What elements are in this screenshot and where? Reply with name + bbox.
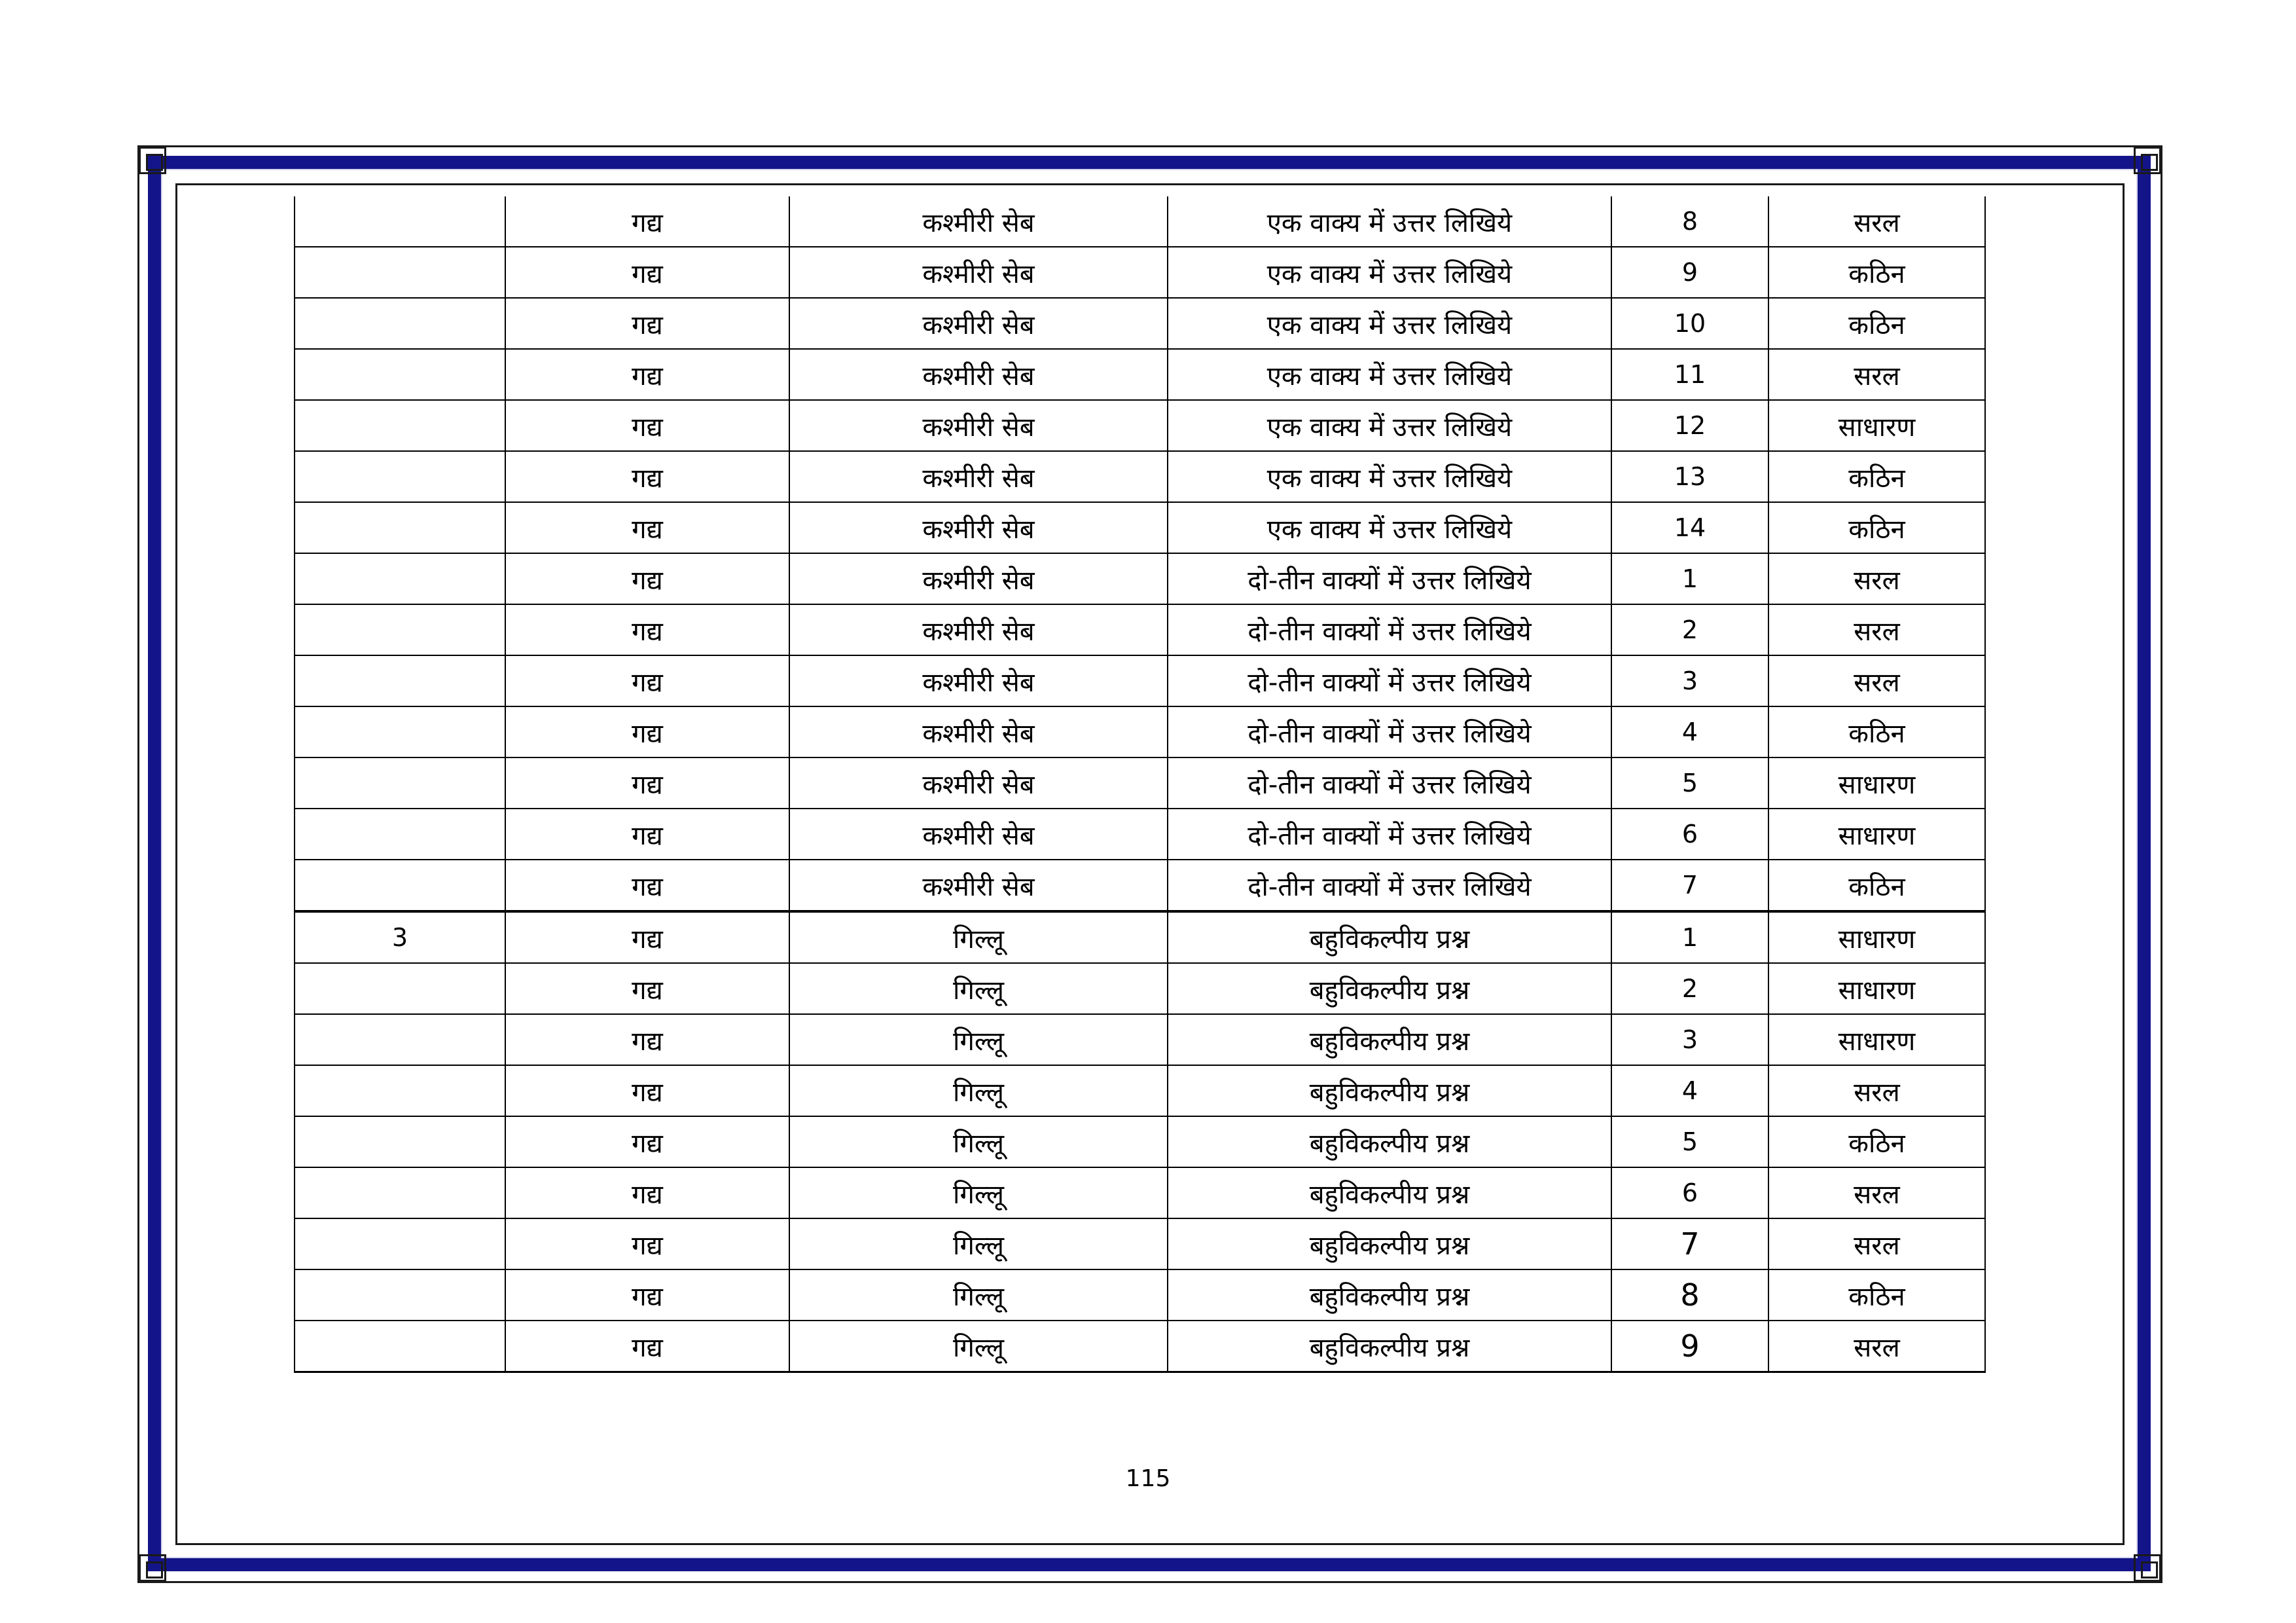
cell-question-type: एक वाक्य में उत्तर लिखिये	[1168, 502, 1611, 553]
table-row	[295, 1218, 1985, 1269]
cell-difficulty: सरल	[1768, 1218, 1985, 1269]
cell-serial	[295, 604, 505, 655]
table-row	[295, 604, 1985, 655]
corner-ornament	[2134, 147, 2161, 174]
cell-question-type: एक वाक्य में उत्तर लिखिये	[1168, 247, 1611, 298]
cell-lesson: कश्मीरी सेब	[789, 553, 1168, 604]
cell-lesson: कश्मीरी सेब	[789, 655, 1168, 706]
cell-lesson: गिल्लू	[789, 1321, 1168, 1372]
cell-serial	[295, 757, 505, 809]
cell-question-type: बहुविकल्पीय प्रश्न	[1168, 1167, 1611, 1218]
cell-question-type: एक वाक्य में उत्तर लिखिये	[1168, 400, 1611, 451]
cell-section: गद्य	[505, 1269, 789, 1321]
cell-question-type: दो-तीन वाक्यों में उत्तर लिखिये	[1168, 655, 1611, 706]
cell-question-no: 10	[1611, 298, 1768, 349]
cell-lesson: गिल्लू	[789, 1065, 1168, 1116]
cell-question-no: 3	[1611, 655, 1768, 706]
cell-question-type: बहुविकल्पीय प्रश्न	[1168, 911, 1611, 963]
cell-section: गद्य	[505, 963, 789, 1014]
table-row	[295, 196, 1985, 247]
cell-question-no: 1	[1611, 553, 1768, 604]
cell-difficulty: कठिन	[1768, 247, 1985, 298]
cell-lesson: गिल्लू	[789, 911, 1168, 963]
cell-question-no: 6	[1611, 809, 1768, 860]
cell-section: गद्य	[505, 1167, 789, 1218]
cell-question-no: 4	[1611, 706, 1768, 757]
cell-difficulty: सरल	[1768, 553, 1985, 604]
cell-lesson: कश्मीरी सेब	[789, 349, 1168, 400]
cell-serial	[295, 553, 505, 604]
table-row	[295, 247, 1985, 298]
cell-section: गद्य	[505, 655, 789, 706]
cell-section: गद्य	[505, 757, 789, 809]
table-row	[295, 1014, 1985, 1065]
cell-difficulty: कठिन	[1768, 1269, 1985, 1321]
cell-question-no: 7	[1611, 860, 1768, 911]
cell-section: गद्य	[505, 298, 789, 349]
cell-lesson: गिल्लू	[789, 1167, 1168, 1218]
cell-section: गद्य	[505, 1065, 789, 1116]
corner-ornament	[139, 147, 166, 174]
cell-question-type: बहुविकल्पीय प्रश्न	[1168, 1321, 1611, 1372]
cell-section: गद्य	[505, 196, 789, 247]
cell-serial	[295, 451, 505, 502]
table-row	[295, 860, 1985, 911]
cell-question-type: बहुविकल्पीय प्रश्न	[1168, 1269, 1611, 1321]
cell-section: गद्य	[505, 809, 789, 860]
cell-serial	[295, 655, 505, 706]
table-row	[295, 451, 1985, 502]
cell-question-no: 8	[1611, 196, 1768, 247]
cell-section: गद्य	[505, 1014, 789, 1065]
cell-section: गद्य	[505, 860, 789, 911]
cell-serial	[295, 963, 505, 1014]
cell-section: गद्य	[505, 451, 789, 502]
cell-question-no: 2	[1611, 963, 1768, 1014]
cell-question-no: 1	[1611, 911, 1768, 963]
table-row	[295, 911, 1985, 963]
cell-lesson: कश्मीरी सेब	[789, 757, 1168, 809]
cell-difficulty: सरल	[1768, 349, 1985, 400]
cell-question-type: दो-तीन वाक्यों में उत्तर लिखिये	[1168, 706, 1611, 757]
cell-difficulty: साधारण	[1768, 809, 1985, 860]
cell-serial	[295, 1065, 505, 1116]
table-row	[295, 1321, 1985, 1372]
cell-difficulty: सरल	[1768, 1065, 1985, 1116]
cell-difficulty: सरल	[1768, 655, 1985, 706]
cell-difficulty: कठिन	[1768, 298, 1985, 349]
cell-lesson: गिल्लू	[789, 1218, 1168, 1269]
cell-question-type: दो-तीन वाक्यों में उत्तर लिखिये	[1168, 604, 1611, 655]
cell-serial	[295, 706, 505, 757]
cell-question-no: 8	[1611, 1269, 1768, 1321]
cell-difficulty: कठिन	[1768, 1116, 1985, 1167]
cell-section: गद्य	[505, 1218, 789, 1269]
table-row	[295, 655, 1985, 706]
table-row	[295, 1269, 1985, 1321]
cell-difficulty: साधारण	[1768, 963, 1985, 1014]
cell-section: गद्य	[505, 911, 789, 963]
cell-serial	[295, 1014, 505, 1065]
cell-question-no: 5	[1611, 1116, 1768, 1167]
cell-section: गद्य	[505, 553, 789, 604]
cell-question-no: 12	[1611, 400, 1768, 451]
cell-section: गद्य	[505, 706, 789, 757]
cell-question-type: दो-तीन वाक्यों में उत्तर लिखिये	[1168, 757, 1611, 809]
cell-lesson: कश्मीरी सेब	[789, 604, 1168, 655]
cell-lesson: कश्मीरी सेब	[789, 809, 1168, 860]
cell-question-type: एक वाक्य में उत्तर लिखिये	[1168, 298, 1611, 349]
cell-question-type: दो-तीन वाक्यों में उत्तर लिखिये	[1168, 809, 1611, 860]
table-row	[295, 757, 1985, 809]
cell-question-type: दो-तीन वाक्यों में उत्तर लिखिये	[1168, 860, 1611, 911]
cell-section: गद्य	[505, 247, 789, 298]
page-number: 115	[1125, 1465, 1171, 1492]
cell-lesson: कश्मीरी सेब	[789, 247, 1168, 298]
cell-section: गद्य	[505, 1116, 789, 1167]
corner-ornament	[139, 1554, 166, 1582]
cell-serial	[295, 196, 505, 247]
cell-section: गद्य	[505, 349, 789, 400]
cell-serial	[295, 247, 505, 298]
cell-serial	[295, 1218, 505, 1269]
table-row	[295, 809, 1985, 860]
cell-question-no: 9	[1611, 247, 1768, 298]
cell-serial	[295, 400, 505, 451]
cell-question-type: एक वाक्य में उत्तर लिखिये	[1168, 196, 1611, 247]
cell-question-type: एक वाक्य में उत्तर लिखिये	[1168, 451, 1611, 502]
table-row	[295, 1065, 1985, 1116]
table-row	[295, 1167, 1985, 1218]
cell-lesson: कश्मीरी सेब	[789, 298, 1168, 349]
table-row	[295, 1116, 1985, 1167]
cell-question-no: 7	[1611, 1218, 1768, 1269]
cell-lesson: गिल्लू	[789, 1269, 1168, 1321]
cell-question-no: 9	[1611, 1321, 1768, 1372]
cell-difficulty: साधारण	[1768, 757, 1985, 809]
cell-question-no: 11	[1611, 349, 1768, 400]
question-table	[294, 196, 1986, 1373]
cell-question-type: बहुविकल्पीय प्रश्न	[1168, 1014, 1611, 1065]
cell-section: गद्य	[505, 1321, 789, 1372]
cell-lesson: कश्मीरी सेब	[789, 860, 1168, 911]
table-row	[295, 963, 1985, 1014]
table-row	[295, 706, 1985, 757]
cell-difficulty: सरल	[1768, 1167, 1985, 1218]
cell-serial: 3	[295, 911, 505, 963]
cell-question-no: 13	[1611, 451, 1768, 502]
cell-serial	[295, 1321, 505, 1372]
cell-question-type: बहुविकल्पीय प्रश्न	[1168, 1065, 1611, 1116]
cell-serial	[295, 1167, 505, 1218]
cell-question-type: बहुविकल्पीय प्रश्न	[1168, 963, 1611, 1014]
cell-lesson: गिल्लू	[789, 1116, 1168, 1167]
cell-difficulty: कठिन	[1768, 502, 1985, 553]
table-row	[295, 400, 1985, 451]
cell-lesson: गिल्लू	[789, 963, 1168, 1014]
table-row	[295, 502, 1985, 553]
cell-lesson: कश्मीरी सेब	[789, 502, 1168, 553]
cell-serial	[295, 298, 505, 349]
cell-difficulty: साधारण	[1768, 400, 1985, 451]
cell-question-no: 14	[1611, 502, 1768, 553]
cell-serial	[295, 1269, 505, 1321]
cell-question-no: 4	[1611, 1065, 1768, 1116]
table-row	[295, 553, 1985, 604]
cell-difficulty: कठिन	[1768, 860, 1985, 911]
cell-lesson: गिल्लू	[789, 1014, 1168, 1065]
cell-question-no: 6	[1611, 1167, 1768, 1218]
cell-difficulty: साधारण	[1768, 1014, 1985, 1065]
cell-difficulty: सरल	[1768, 1321, 1985, 1372]
cell-section: गद्य	[505, 604, 789, 655]
cell-question-no: 2	[1611, 604, 1768, 655]
table-row	[295, 349, 1985, 400]
cell-lesson: कश्मीरी सेब	[789, 706, 1168, 757]
cell-question-type: बहुविकल्पीय प्रश्न	[1168, 1218, 1611, 1269]
cell-difficulty: सरल	[1768, 196, 1985, 247]
corner-ornament	[2134, 1554, 2161, 1582]
cell-difficulty: कठिन	[1768, 451, 1985, 502]
cell-lesson: कश्मीरी सेब	[789, 196, 1168, 247]
table-row	[295, 298, 1985, 349]
cell-serial	[295, 809, 505, 860]
cell-serial	[295, 860, 505, 911]
cell-question-type: बहुविकल्पीय प्रश्न	[1168, 1116, 1611, 1167]
cell-question-no: 3	[1611, 1014, 1768, 1065]
cell-section: गद्य	[505, 502, 789, 553]
cell-lesson: कश्मीरी सेब	[789, 400, 1168, 451]
cell-question-no: 5	[1611, 757, 1768, 809]
cell-question-type: एक वाक्य में उत्तर लिखिये	[1168, 349, 1611, 400]
cell-section: गद्य	[505, 400, 789, 451]
cell-difficulty: साधारण	[1768, 911, 1985, 963]
cell-lesson: कश्मीरी सेब	[789, 451, 1168, 502]
cell-serial	[295, 349, 505, 400]
cell-difficulty: सरल	[1768, 604, 1985, 655]
cell-difficulty: कठिन	[1768, 706, 1985, 757]
cell-serial	[295, 502, 505, 553]
cell-serial	[295, 1116, 505, 1167]
cell-question-type: दो-तीन वाक्यों में उत्तर लिखिये	[1168, 553, 1611, 604]
